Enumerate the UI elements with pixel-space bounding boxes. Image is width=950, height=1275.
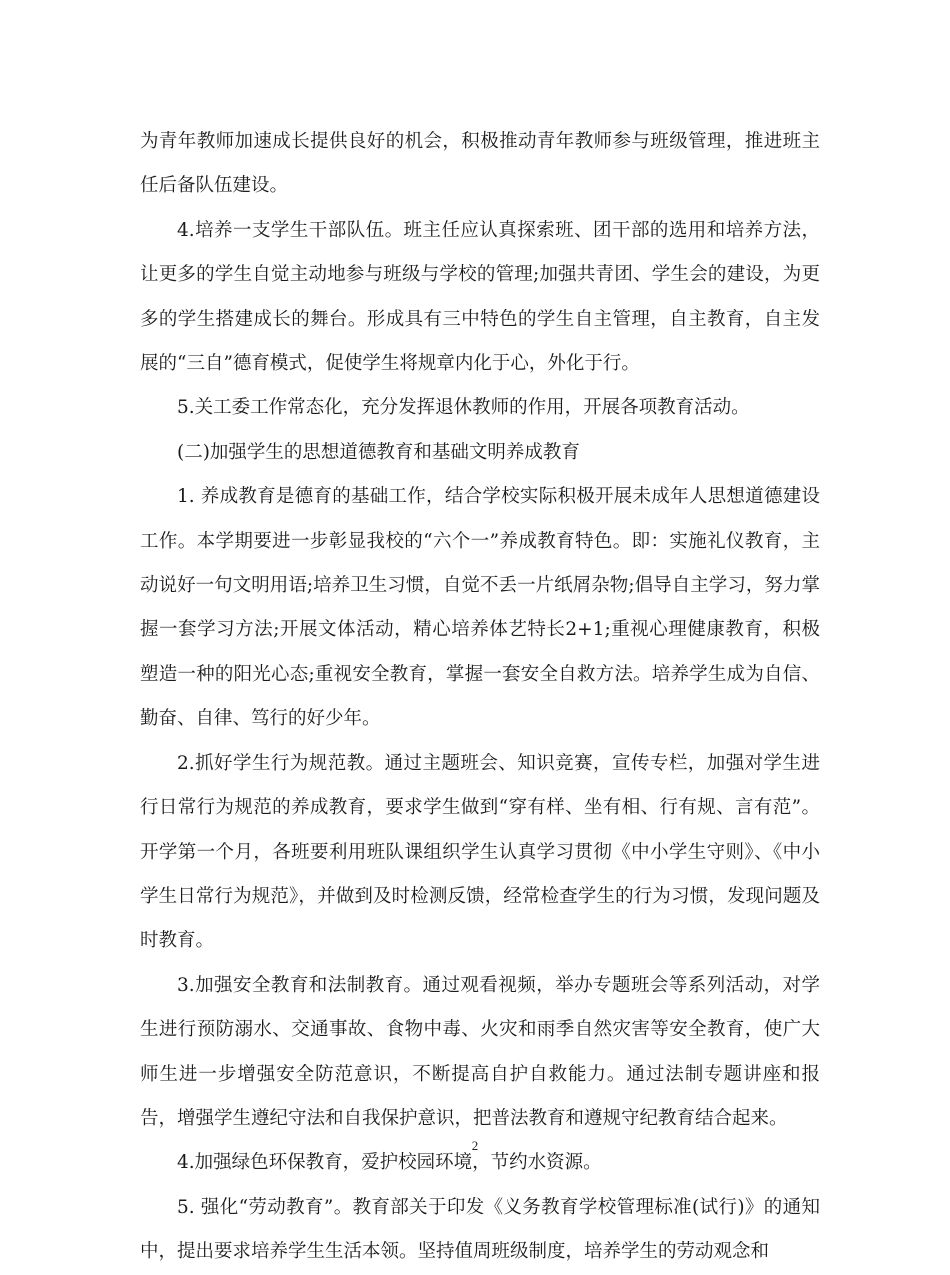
document-body <box>140 120 820 1275</box>
paragraph-continuation: 为青年教师加速成长提供良好的机会，积极推动青年教师参与班级管理，推进班主任后备队伍建设。 <box>140 131 820 197</box>
paragraph-student-cadres: 4.培养一支学生干部队伍。班主任应认真探索班、团干部的选用和培养方法，让更多的学生自觉主动地参与班级与学校的管理;加强共青团、学生会的建设，为更多的学生搭建成长的舞台。形成具有三中特色的学生自主管理，自主教育，自主发展的“三自”德育模式，促使学生将规章内化于心，外化于行。 <box>140 219 820 375</box>
paragraph-behavior-norms: 2.抓好学生行为规范教。通过主题班会、知识竞赛，宣传专栏，加强对学生进行日常行为规范的养成教育，要求学生做到“穿有样、坐有相、行有规、言有范”。开学第一个月，各班要利用班队课组织学生认真学习贯彻《中小学生守则》、《中小学生日常行为规范》，并做到及时检测反馈，经常检查学生的行为习惯，发现问题及时教育。 <box>140 752 820 952</box>
paragraph-retired-teachers: 5.关工委工作常态化，充分发挥退休教师的作用，开展各项教育活动。 <box>177 397 750 419</box>
page-number: 2 <box>471 1138 479 1153</box>
paragraph-green-education: 4.加强绿色环保教育，爱护校园环境，节约水资源。 <box>177 1152 602 1174</box>
paragraph-habit-education: 1. 养成教育是德育的基础工作，结合学校实际积极开展未成年人思想道德建设工作。本学期要进一步彰显我校的“六个一”养成教育特色。即：实施礼仪教育，主动说好一句文明用语;培养卫生习惯，自觉不丢一片纸屑杂物;倡导自主学习，努力掌握一套学习方法;开展文体活动，精心培养体艺特长2+1;重视心理健康教育，积极塑造一种的阳光心态;重视安全教育，掌握一套安全自救方法。培养学生成为自信、勤奋、自律、笃行的好少年。 <box>140 486 820 730</box>
paragraph-labor-education: 5. 强化“劳动教育”。教育部关于印发《义务教育学校管理标准(试行)》的通知中，提出要求培养学生生活本领。坚持值周班级制度，培养学生的劳动观念和 <box>140 1196 820 1263</box>
section-heading-moral-education: (二)加强学生的思想道德教育和基础文明养成教育 <box>177 441 580 463</box>
paragraph-safety-law-education: 3.加强安全教育和法制教育。通过观看视频，举办专题班会等系列活动，对学生进行预防溺水、交通事故、食物中毒、火灾和雨季自然灾害等安全教育，使广大师生进一步增强安全防范意识，不断提高自护自救能力。通过法制专题讲座和报告，增强学生遵纪守法和自我保护意识，把普法教育和遵规守纪教育结合起来。 <box>140 974 820 1129</box>
